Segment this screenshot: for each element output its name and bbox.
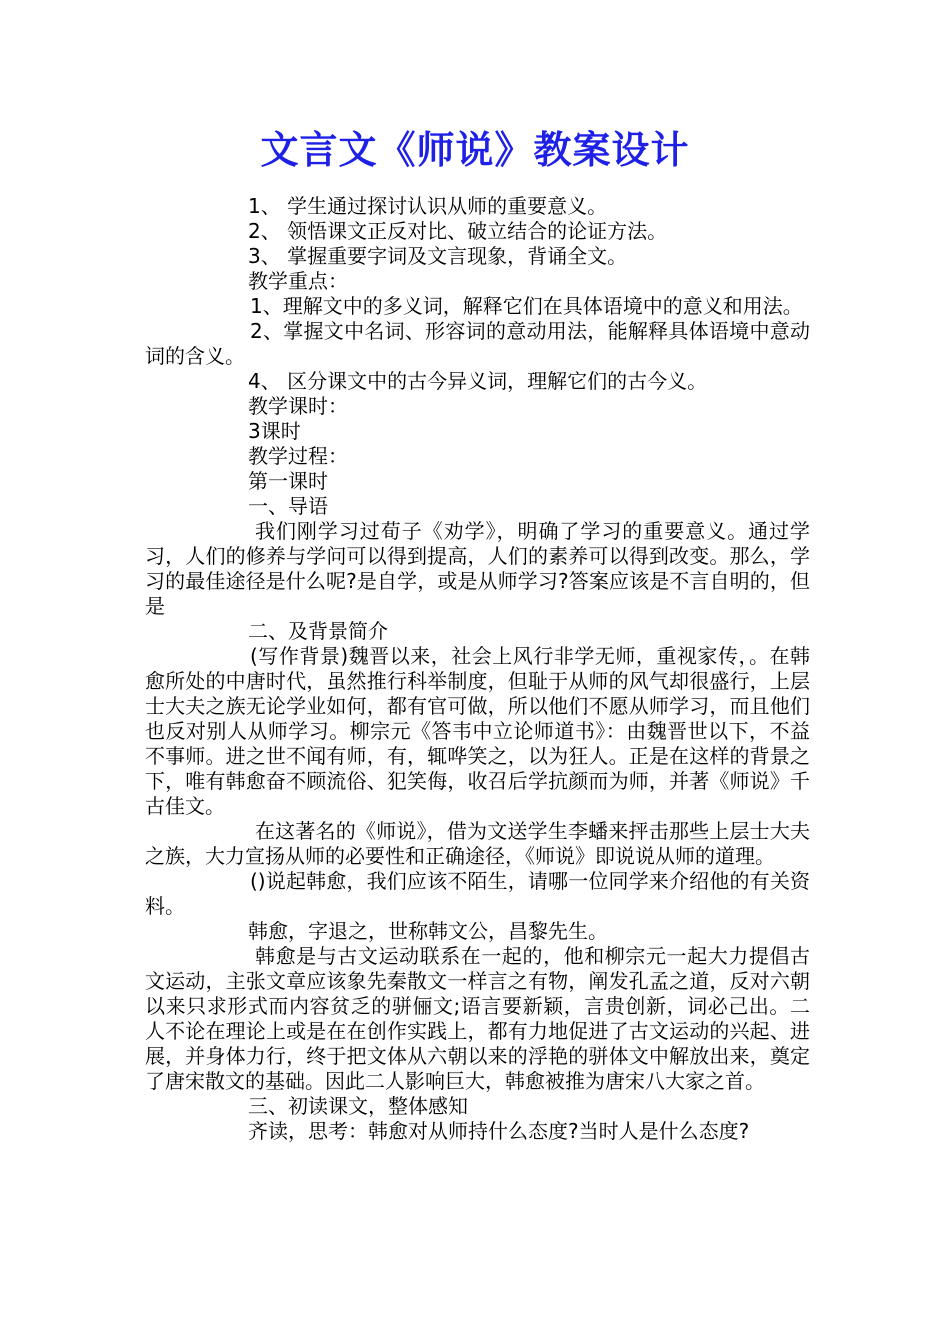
objective-3: 3、 掌握重要字词及文言现象，背诵全文。 — [248, 244, 628, 268]
key-point-1: 1、理解文中的多义词，解释它们在具体语境中的意义和用法。 — [250, 294, 803, 318]
han-yu-name-line: 韩愈，字退之，世称韩文公，昌黎先生。 — [248, 919, 608, 943]
step-intro-heading: 一、导语 — [248, 494, 328, 518]
key-point-4: 4、 区分课文中的古今异义词，理解它们的古今义。 — [248, 369, 708, 393]
han-yu-question: ()说起韩愈，我们应该不陌生，请哪一位同学来介绍他的有关资料。 — [145, 869, 810, 918]
intro-paragraph: 我们刚学习过荀子《劝学》，明确了学习的重要意义。通过学习，人们的修养与学问可以得到提高，人们的素养可以得到改变。那么，学习的最佳途径是什么呢?是自学，或是从师学习?答案应该是不言自明的，但是 — [145, 519, 810, 618]
objective-2: 2、 领悟课文正反对比、破立结合的论证方法。 — [248, 219, 668, 243]
section-heading-class-hours: 教学课时： — [248, 394, 348, 418]
reading-question: 齐读，思考：韩愈对从师持什么态度?当时人是什么态度? — [248, 1119, 750, 1143]
section-heading-process: 教学过程： — [248, 444, 348, 468]
shi-shuo-paragraph: 在这著名的《师说》，借为文送学生李蟠来抨击那些上层士大夫之族，大力宣扬从师的必要性和正确途径，《师说》即说说从师的道理。 — [145, 819, 810, 868]
objective-1: 1、 学生通过探讨认识从师的重要意义。 — [248, 194, 608, 218]
class-hours-value: 3课时 — [248, 419, 301, 443]
background-paragraph: (写作背景)魏晋以来，社会上风行非学无师，重视家传，。在韩愈所处的中唐时代，虽然推行科举制度，但耻于从师的风气却很盛行，上层士大夫之族无论学业如何，都有官可做，所以他们不愿从师学习，而且他们也反对别人从师学习。柳宗元《答韦中立论师道书》：由魏晋世以下，不益不事师。进之世不闻有师，有，辄哗笑之，以为狂人。正是在这样的背景之下，唯有韩愈奋不顾流俗、犯笑侮，收召后学抗颜而为师，并著《师说》千古佳文。 — [145, 644, 810, 818]
section-heading-key-points: 教学重点： — [248, 269, 348, 293]
step-reading-heading: 三、初读课文，整体感知 — [248, 1094, 468, 1118]
step-background-heading: 二、及背景简介 — [248, 619, 388, 643]
han-yu-paragraph: 韩愈是与古文运动联系在一起的，他和柳宗元一起大力提倡古文运动，主张文章应该象先秦散文一样言之有物，阐发孔孟之道，反对六朝以来只求形式而内容贫乏的骈俪文;语言要新颖，言贵创新，词必己出。二人不论在理论上或是在在创作实践上，都有力地促进了古文运动的兴起、进展，并身体力行，终于把文体从六朝以来的浮艳的骈体文中解放出来，奠定了唐宋散文的基础。因此二人影响巨大，韩愈被推为唐宋八大家之首。 — [145, 944, 810, 1093]
document-body — [145, 194, 810, 1144]
document-title: 文言文《师说》教案设计 — [260, 127, 690, 172]
lesson-one-heading: 第一课时 — [248, 469, 328, 493]
key-point-2: 2、掌握文中名词、形容词的意动用法，能解释具体语境中意动词的含义。 — [145, 319, 810, 368]
